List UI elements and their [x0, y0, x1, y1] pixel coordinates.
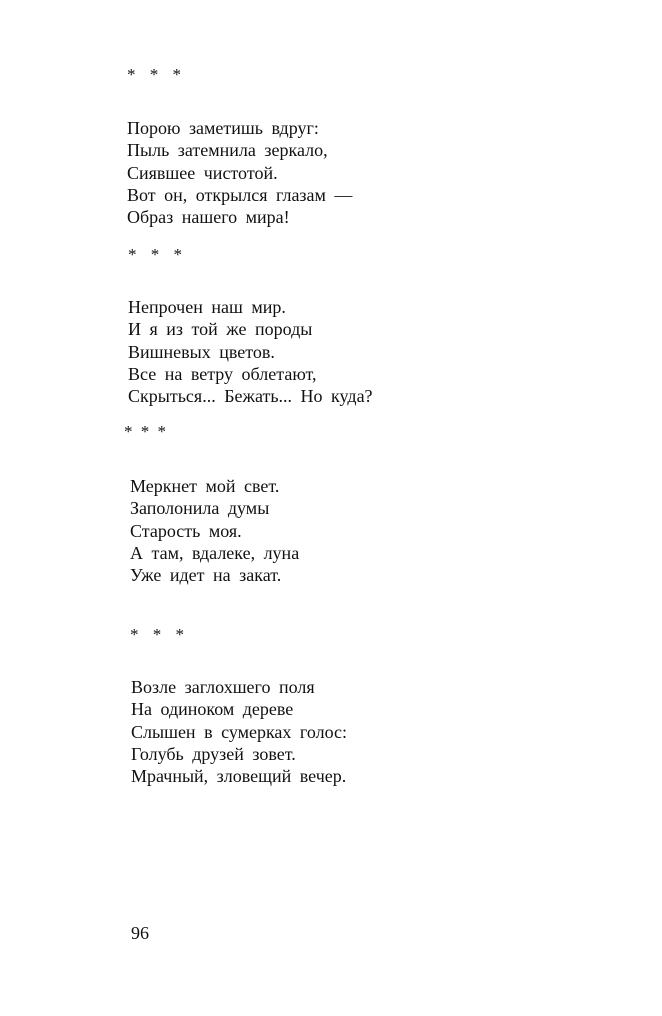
poem-line: И я из той же породы — [128, 319, 313, 340]
poem — [127, 65, 547, 228]
page-number: 96 — [131, 923, 149, 943]
poem-lines — [128, 296, 548, 407]
poem-line: Меркнет мой свет. — [130, 476, 280, 496]
poem-line: Голубь друзей зовет. — [131, 743, 296, 764]
poem-line: Возле заглохшего поля — [131, 677, 315, 697]
poem-line: Уже идет на закат. — [130, 565, 282, 586]
poem — [124, 422, 544, 586]
poem-separator: * * * — [128, 245, 187, 264]
poem-lines — [130, 676, 550, 787]
poem-line: Все на ветру облетают, — [128, 363, 317, 384]
poem-line: Старость моя. — [130, 520, 242, 541]
poem-line: Вот он, открылся глазам — — [127, 184, 353, 205]
poem-line: Сиявшее чистотой. — [127, 162, 278, 183]
poem-line: Мрачный, зловещий вечер. — [131, 766, 347, 787]
poem-lines — [127, 117, 547, 228]
poem-line: Образ нашего мира! — [127, 207, 290, 228]
poem-line: Непрочен наш мир. — [128, 297, 286, 317]
poem-line: Порою заметишь вдруг: — [127, 118, 319, 138]
poem — [128, 245, 548, 407]
poem-line: Скрыться... Бежать... Но куда? — [128, 386, 373, 407]
poem-line: Слышен в сумерках голос: — [131, 721, 348, 742]
poem-line: Заполонила думы — [130, 498, 270, 519]
poem-line: Вишневых цветов. — [128, 341, 275, 362]
poem-line: Пыль затемнила зеркало, — [127, 140, 328, 161]
poem-separator: * * * — [127, 65, 186, 84]
poem-line: На одиноком дереве — [131, 699, 294, 720]
poem-separator: * * * — [124, 422, 168, 441]
poem — [130, 625, 550, 787]
poem-separator: * * * — [130, 625, 189, 644]
poem-line: А там, вдалеке, луна — [130, 542, 300, 563]
poem-lines — [124, 475, 544, 586]
